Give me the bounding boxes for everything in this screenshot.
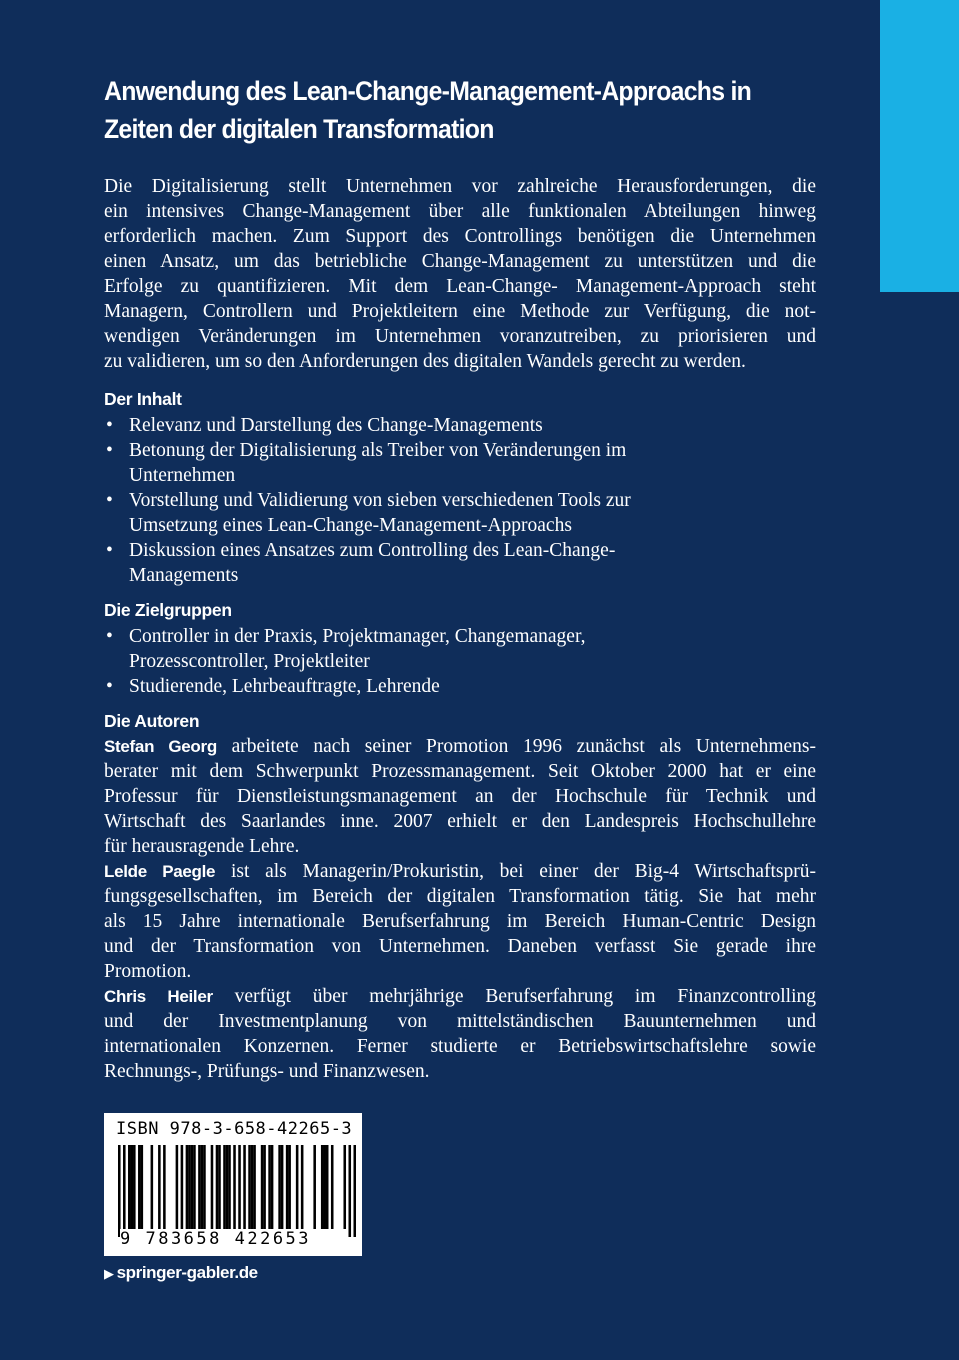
barcode-graphic <box>118 1145 356 1237</box>
author-bio <box>104 984 816 1084</box>
authors-heading: Die Autoren <box>104 711 200 731</box>
barcode-bar <box>353 1145 356 1237</box>
barcode-bar <box>186 1145 189 1229</box>
barcode-bar <box>226 1145 229 1229</box>
author-bio-text: ist als Managerin/Prokuristin, bei einer der Big-4 Wirtschaftsprü- <box>215 861 816 882</box>
barcode-bar <box>158 1145 161 1229</box>
list-item <box>104 538 816 588</box>
bullet-icon: • <box>106 626 113 647</box>
author-bio-text: arbeitete nach seiner Promotion 1996 zunächst als Unternehmens- <box>216 736 817 757</box>
barcode-bar <box>253 1145 256 1229</box>
publisher-link[interactable] <box>104 1263 258 1283</box>
barcode-bar <box>151 1145 154 1229</box>
intro-line: Die Digitalisierung stellt Unternehmen vor zahlreiche Herausforderungen, die <box>104 176 816 197</box>
list-item-line: Prozesscontroller, Projektleiter <box>129 651 370 672</box>
list-item-line: Vorstellung und Validierung von sieben verschiedenen Tools zur <box>129 490 631 511</box>
audience-heading: Die Zielgruppen <box>104 600 232 620</box>
list-item-line: Diskussion eines Ansatzes zum Controlling des Lean-Change- <box>129 540 616 561</box>
barcode-bar <box>296 1145 299 1229</box>
barcode-bar <box>248 1145 251 1229</box>
bullet-icon: • <box>106 490 113 511</box>
barcode-bar <box>313 1145 316 1229</box>
barcode-bar <box>233 1145 236 1237</box>
list-item-line: Relevanz und Darstellung des Change-Managements <box>129 415 543 436</box>
intro-line: erforderlich machen. Zum Support des Controllings benötigen die Unternehmen <box>104 226 816 247</box>
author-bio <box>104 734 816 859</box>
author-bio-line: und der Investmentplanung von mittelständischen Bauunternehmen und <box>104 1011 816 1032</box>
author-name: Stefan Georg <box>104 737 217 756</box>
barcode-bar <box>163 1145 166 1229</box>
bullet-icon: • <box>106 540 113 561</box>
barcode-bar <box>123 1145 126 1237</box>
title-line-1: Anwendung des Lean-Change-Management-Approachs in <box>104 76 752 106</box>
barcode-bar <box>271 1145 274 1229</box>
author-bio-line: Wirtschaft des Saarlandes inne. 2007 erhielt er den Landespreis Hochschullehre <box>104 811 816 832</box>
list-item-line: Umsetzung eines Lean-Change-Management-Approachs <box>129 515 572 536</box>
bullet-icon: • <box>106 440 113 461</box>
accent-color-bar <box>880 0 959 292</box>
author-bio-line: berater mit dem Schwerpunkt Prozessmanagement. Seit Oktober 2000 hat er eine <box>104 761 816 782</box>
intro-line: Erfolge zu quantifizieren. Mit dem Lean-Change- Management-Approach steht <box>104 276 816 297</box>
barcode-bar <box>141 1145 144 1229</box>
list-item-line: Betonung der Digitalisierung als Treiber von Veränderungen im <box>129 440 627 461</box>
author-bio-line: Promotion. <box>104 961 192 982</box>
barcode-bar <box>228 1145 231 1229</box>
barcode-bar <box>268 1145 271 1229</box>
barcode-bar <box>278 1145 281 1229</box>
barcode-bar <box>218 1145 221 1229</box>
content-list <box>104 413 816 588</box>
play-arrow-icon: ▶ <box>104 1266 114 1281</box>
barcode-bar <box>331 1145 334 1229</box>
barcode-bar <box>321 1145 324 1229</box>
barcode-bar <box>263 1145 266 1229</box>
barcode-bar <box>238 1145 241 1237</box>
intro-paragraph <box>104 174 816 374</box>
barcode-bar <box>138 1145 141 1229</box>
barcode-bar <box>211 1145 214 1229</box>
isbn-label: ISBN 978-3-658-42265-3 <box>116 1119 353 1139</box>
audience-list <box>104 624 816 699</box>
author-bio-line: fungsgesellschaften, im Bereich der digitalen Transformation tätig. Sie hat mehr <box>104 886 816 907</box>
publisher-link-text: springer-gabler.de <box>116 1263 258 1282</box>
book-title <box>104 72 785 148</box>
content-heading: Der Inhalt <box>104 389 182 409</box>
barcode-bar <box>216 1145 219 1229</box>
author-bio-text: verfügt über mehrjährige Berufserfahrung im Finanzcontrolling <box>212 986 817 1007</box>
barcode-bar <box>118 1145 121 1237</box>
barcode-bar <box>348 1145 351 1237</box>
barcode-bar <box>261 1145 264 1229</box>
barcode-bar <box>188 1145 191 1229</box>
barcode-bar <box>201 1145 204 1229</box>
intro-line: zu validieren, um so den Anforderungen des digitalen Wandels gerecht zu werden. <box>104 351 746 372</box>
bullet-icon: • <box>106 676 113 697</box>
barcode-bar <box>176 1145 179 1229</box>
list-item-line: Controller in der Praxis, Projektmanager, Changemanager, <box>129 626 586 647</box>
barcode-bar <box>193 1145 196 1229</box>
author-bio-line: für herausragende Lehre. <box>104 836 300 857</box>
barcode-bar <box>343 1145 346 1229</box>
barcode-bar <box>323 1145 326 1229</box>
barcode-bar <box>288 1145 291 1229</box>
title-line-2: Zeiten der digitalen Transformation <box>104 114 494 144</box>
author-name: Lelde Paegle <box>104 862 216 881</box>
list-item <box>104 488 816 538</box>
barcode-digits: 9 783658 422653 <box>120 1229 312 1249</box>
list-item <box>104 438 816 488</box>
barcode-bar <box>286 1145 289 1229</box>
barcode-bar <box>326 1145 329 1229</box>
intro-line: wendigen Veränderungen im Unternehmen voranzutreiben, zu priorisieren und <box>104 326 816 347</box>
barcode-bar <box>251 1145 254 1229</box>
barcode-bar <box>223 1145 226 1229</box>
barcode-bar <box>191 1145 194 1229</box>
list-item <box>104 674 816 699</box>
list-item-line: Studierende, Lehrbeauftragte, Lehrende <box>129 676 440 697</box>
barcode-bar <box>301 1145 304 1229</box>
list-item-line: Managements <box>129 565 239 586</box>
author-bio-line: Rechnungs-, Prüfungs- und Finanzwesen. <box>104 1061 430 1082</box>
list-item <box>104 624 816 674</box>
intro-line: ein intensives Change-Management über alle funktionalen Abteilungen hinweg <box>104 201 816 222</box>
barcode-bar <box>131 1145 134 1229</box>
list-item <box>104 413 816 438</box>
bullet-icon: • <box>106 415 113 436</box>
author-bio <box>104 859 816 984</box>
list-item-line: Unternehmen <box>129 465 236 486</box>
author-bio-line: Professur für Dienstleistungsmanagement an der Hochschule für Technik und <box>104 786 816 807</box>
barcode-bar <box>198 1145 201 1229</box>
intro-line: einen Ansatz, um das betriebliche Change-Management zu unterstützen und die <box>104 251 816 272</box>
back-cover-content <box>104 174 816 1084</box>
author-name: Chris Heiler <box>104 987 213 1006</box>
barcode-bar <box>133 1145 136 1229</box>
barcode-bar <box>181 1145 184 1229</box>
barcode-bar <box>203 1145 206 1229</box>
author-bio-line: als 15 Jahre internationale Berufserfahrung im Bereich Human-Centric Design <box>104 911 816 932</box>
isbn-barcode-box <box>104 1113 362 1256</box>
author-bio-line: und der Transformation von Unternehmen. Daneben verfasst Sie gerade ihre <box>104 936 816 957</box>
barcode-bar <box>128 1145 131 1229</box>
author-bio-line: internationalen Konzernen. Ferner studierte er Betriebswirtschaftslehre sowie <box>104 1036 816 1057</box>
barcode-bar <box>281 1145 284 1229</box>
barcode-bar <box>243 1145 246 1229</box>
intro-line: Managern, Controllern und Projektleitern eine Methode zur Verfügung, die not- <box>104 301 816 322</box>
